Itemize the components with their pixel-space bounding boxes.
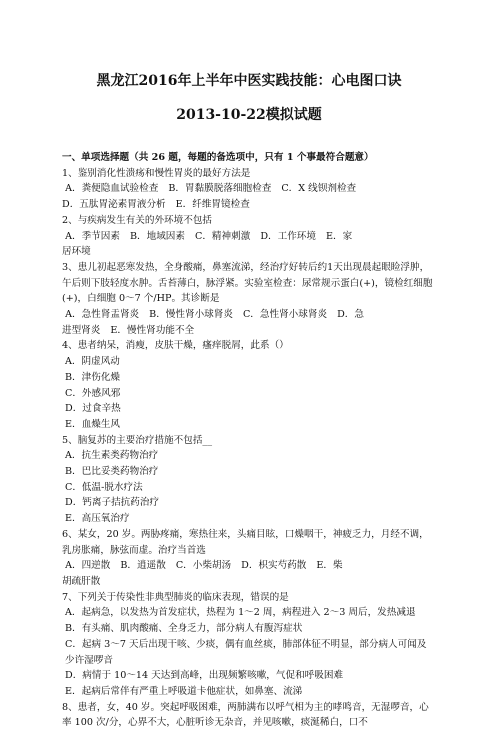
question-3 bbox=[62, 260, 436, 339]
option: D．工作环境 bbox=[260, 230, 316, 242]
option: C．外感风邪 bbox=[65, 387, 121, 399]
option-line bbox=[62, 307, 436, 323]
question-stem: 4、患者纳呆，消瘦，皮肤干燥，瘙痒脱屑，此系（） bbox=[62, 340, 289, 352]
question-2 bbox=[62, 213, 436, 260]
section-heading: 一、单项选择题（共 26 题，每题的备选项中，只有 1 个事最符合题意） bbox=[62, 152, 374, 163]
question-stem: 2、与疾病发生有关的外环境不包括 bbox=[62, 214, 213, 226]
option-line bbox=[62, 197, 436, 213]
option: E．血燥生风 bbox=[65, 418, 120, 430]
option: E．柴 bbox=[316, 560, 343, 572]
option: B．津伤化燥 bbox=[65, 371, 121, 383]
option: C．起病 3～7 天后出现干咳、少痰，偶有血丝痰，肺部体征不明显，部分病人可闻及少许湿啰音 bbox=[65, 638, 427, 666]
question-stem: 3、患儿初起恶寒发热，全身酸痛，鼻塞流涕，经治疗好转后约1天出现晨起眼睑浮肿，午后则下肢轻度水肿。舌苔薄白，脉浮紧。实验室检查：尿常规示蛋白(+)，镜检红细胞(+)，白细胞 0～7 个/HP。其诊断是 bbox=[62, 261, 433, 305]
option: C．小柴胡汤 bbox=[175, 560, 232, 572]
document-title: 黑龙江2016年上半年中医实践技能：心电图口诀 bbox=[96, 73, 402, 89]
option-line bbox=[62, 558, 436, 574]
option: 胡疏肝散 bbox=[62, 575, 101, 587]
document-subtitle: 2013-10-22模拟试题 bbox=[176, 107, 322, 123]
option: A．起病急，以发热为首发症状，热程为 1～2 周，病程进入 2～3 周后，发热减退 bbox=[65, 607, 416, 619]
option: D．病情于 10～14 天达到高峰，出现频繁咳嗽，气促和呼吸困难 bbox=[65, 670, 344, 682]
option: C．精神刺激 bbox=[195, 230, 251, 242]
option: A．季节因素 bbox=[65, 230, 120, 242]
question-1 bbox=[62, 166, 436, 213]
option: D．急 bbox=[337, 309, 364, 321]
question-stem: 1、鉴别消化性溃疡和慢性胃炎的最好方法是 bbox=[62, 167, 251, 179]
option: E．高压氧治疗 bbox=[65, 513, 130, 525]
question-7 bbox=[62, 590, 436, 700]
option: E．起病后常伴有严重上呼吸道卡他症状，如鼻塞、流涕 bbox=[65, 685, 303, 697]
option: E．慢性肾功能不全 bbox=[110, 324, 195, 336]
question-8 bbox=[62, 700, 436, 731]
option: A．阴虚风动 bbox=[65, 356, 120, 368]
question-stem: 7、下列关于传染性非典型肺炎的临床表现，错误的是 bbox=[62, 591, 289, 603]
option-line bbox=[62, 574, 436, 590]
option: C．X 线钡剂检查 bbox=[281, 183, 357, 195]
option: A．抗生素类药物治疗 bbox=[65, 450, 159, 462]
question-5 bbox=[62, 433, 436, 527]
option: D．枳实芍药散 bbox=[241, 560, 307, 572]
option: B．有头痛、肌肉酸痛、全身乏力，部分病人有腹泻症状 bbox=[65, 623, 303, 635]
option: D．五肽胃泌素胃液分析 bbox=[62, 199, 166, 211]
option: A．急性肾盂肾炎 bbox=[65, 309, 140, 321]
option: E．家 bbox=[325, 230, 353, 242]
question-6 bbox=[62, 527, 436, 590]
option: B．胃黏膜脱落细胞检查 bbox=[168, 183, 272, 195]
option: 居环境 bbox=[62, 246, 91, 258]
option: D．钙离子拮抗药治疗 bbox=[65, 497, 160, 509]
question-4 bbox=[62, 338, 436, 432]
option: B．巴比妥类药物治疗 bbox=[65, 466, 159, 478]
option: 进型肾炎 bbox=[62, 324, 101, 336]
option-line bbox=[62, 181, 436, 197]
option: B．地域因素 bbox=[129, 230, 185, 242]
option: A．粪便隐血试验检查 bbox=[65, 183, 159, 195]
question-stem: 8、患者，女，40 岁。突起呼吸困难，两肺满布以呼气相为主的哮鸣音，无湿啰音，心率 100 次/分，心界不大，心脏听诊无杂音，并见咳嗽，痰涎稀白，口不 bbox=[62, 701, 429, 729]
option: B．慢性肾小球肾炎 bbox=[149, 309, 233, 321]
option: D．过食辛热 bbox=[65, 403, 121, 415]
option: C．急性肾小球肾炎 bbox=[242, 309, 328, 321]
option: E．纤维胃镜检查 bbox=[175, 199, 250, 211]
option: B．逍遥散 bbox=[120, 560, 166, 572]
question-stem: 5、脑复苏的主要治疗措施不包括__ bbox=[62, 434, 213, 446]
option: A．四逆散 bbox=[65, 560, 111, 572]
option-line bbox=[62, 244, 436, 260]
question-content bbox=[62, 150, 436, 731]
option: C．低温-脱水疗法 bbox=[65, 481, 143, 493]
option-line bbox=[62, 323, 436, 339]
question-stem: 6、某女，20 岁。两胁疼痛，寒热往来，头痛目眩，口燥咽干，神疲乏力，月经不调，乳房胀痛，脉弦而虚。治疗当首选 bbox=[62, 528, 429, 556]
option-line bbox=[62, 229, 436, 245]
